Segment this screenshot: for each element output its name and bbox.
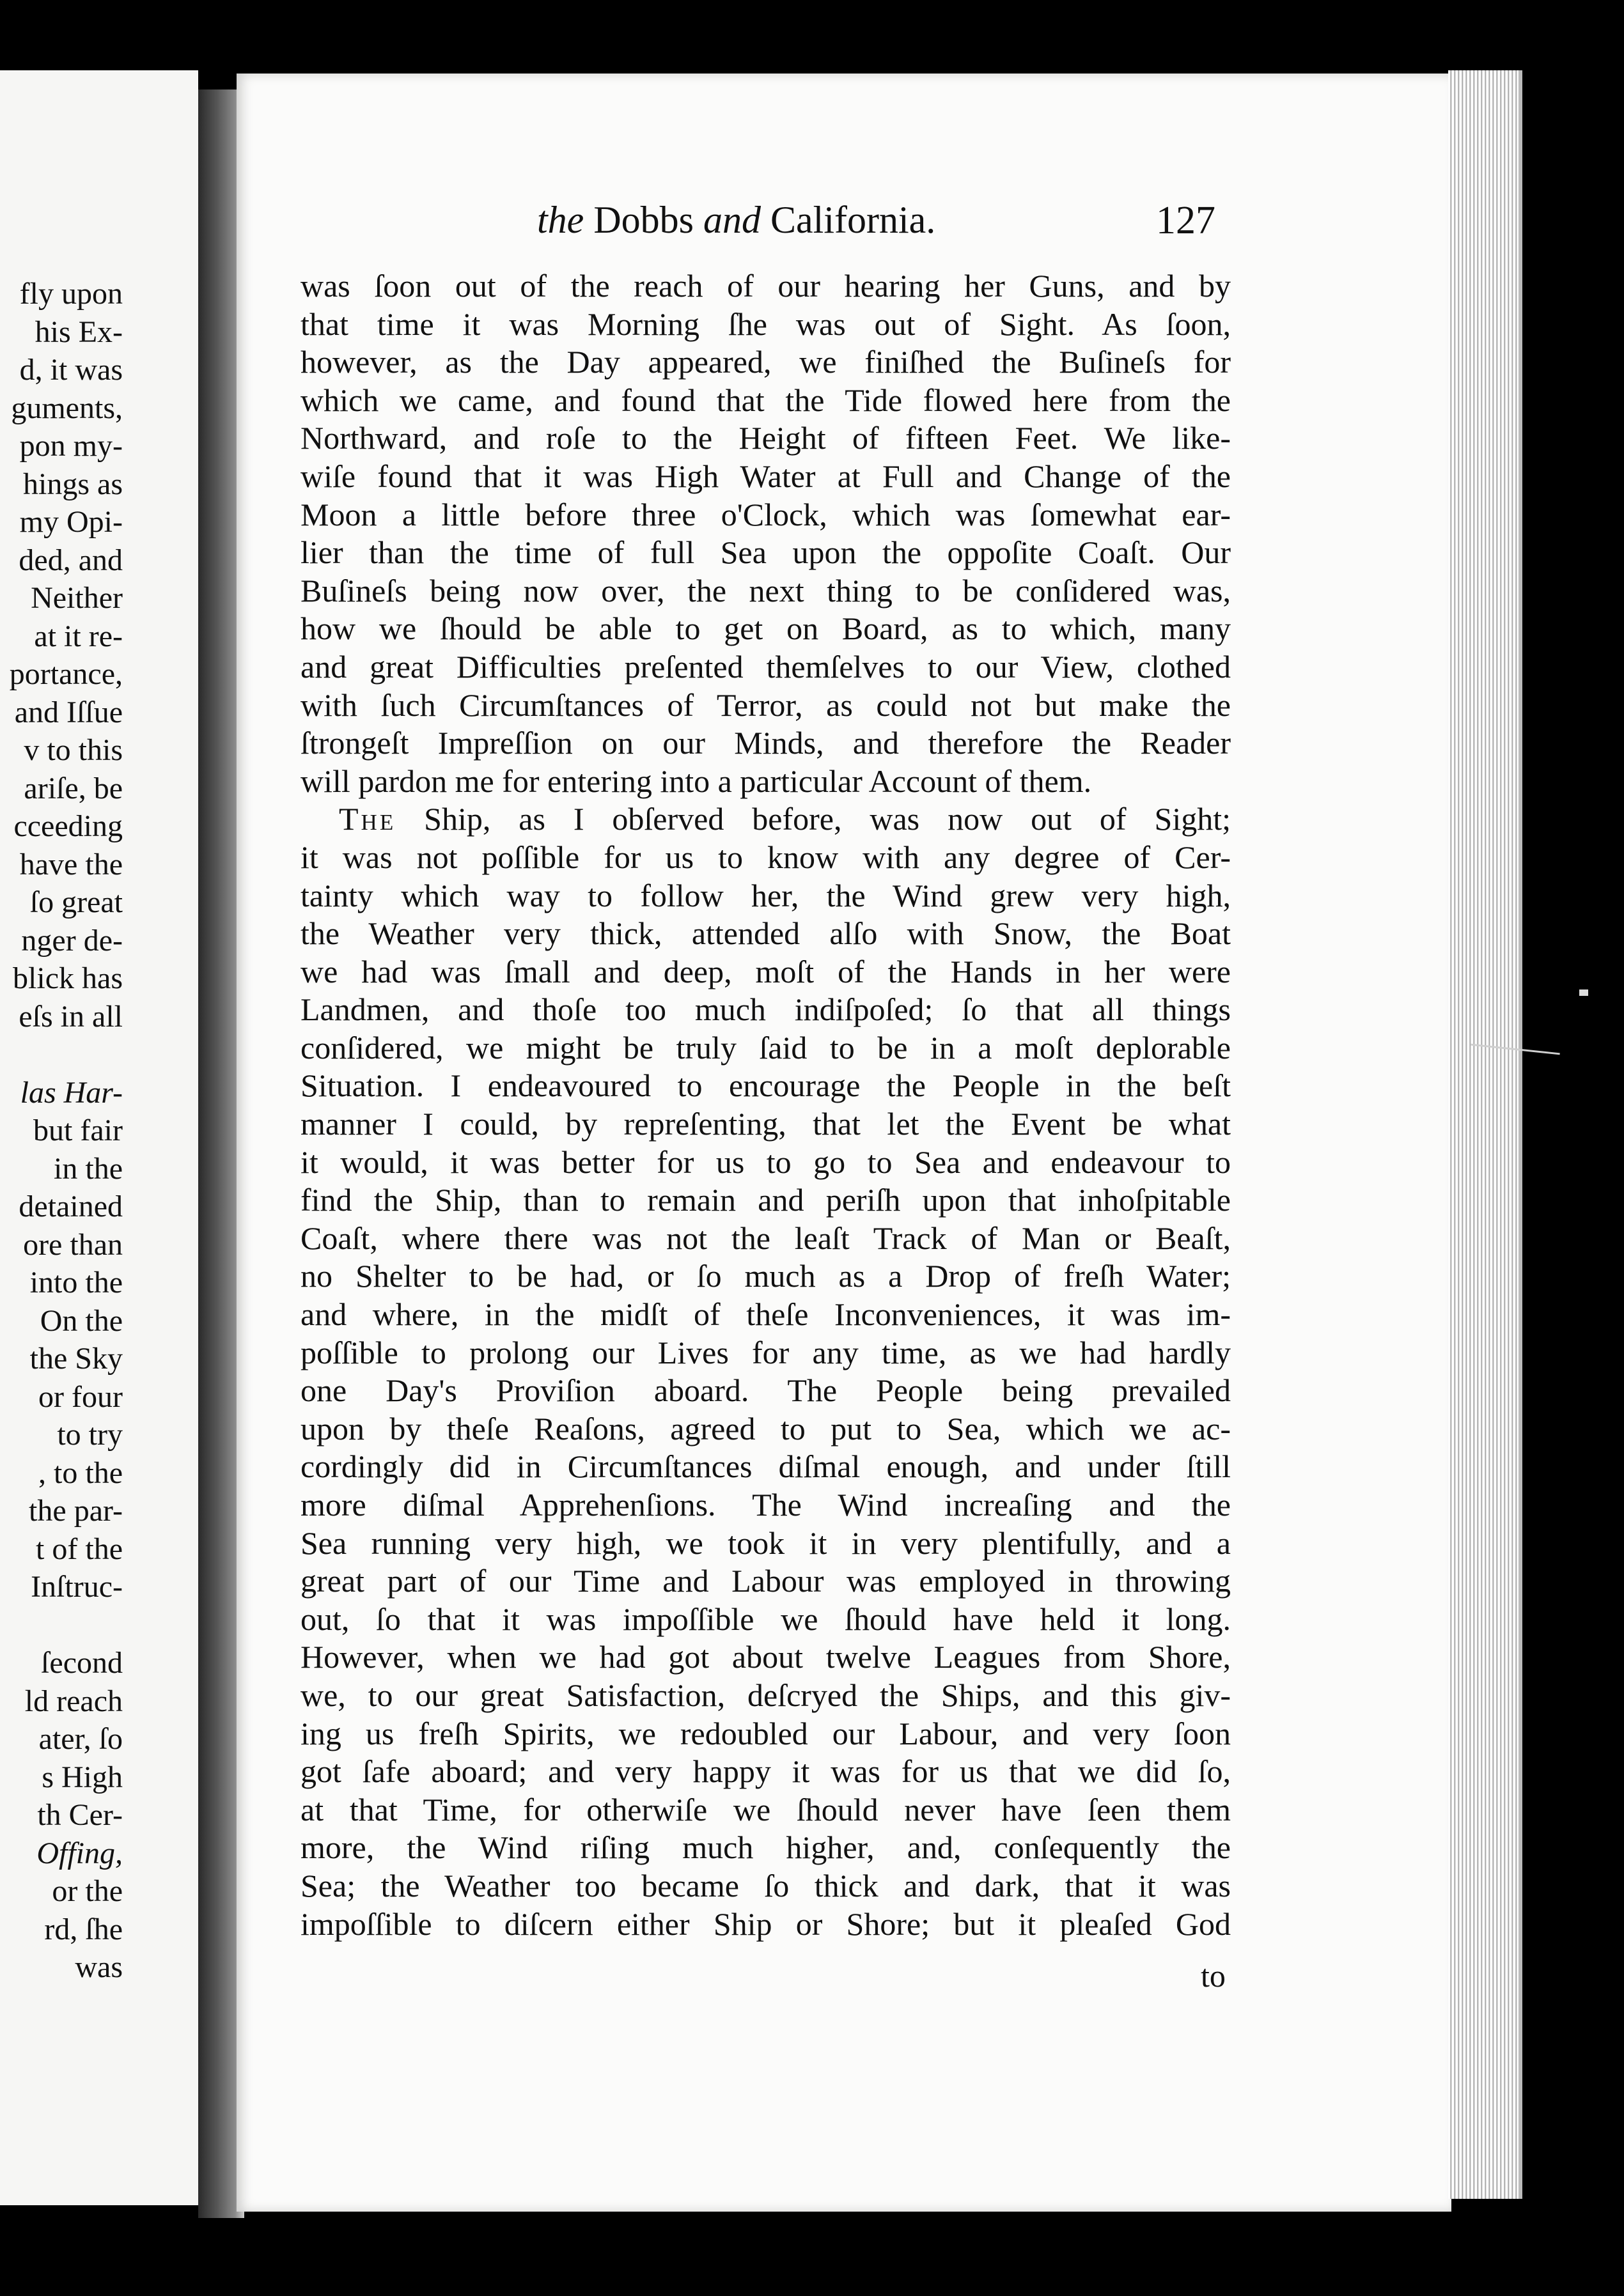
left-line: his Ex- — [35, 314, 123, 349]
left-line: cceeding — [13, 809, 123, 843]
left-line: t of the — [36, 1532, 123, 1566]
text-line: great part of our Time and Labour was employed in throwing — [301, 1563, 1231, 1599]
text-line: with ſuch Circumſtances of Terror, as could not but make the — [301, 686, 1231, 723]
left-line: was — [75, 1950, 123, 1984]
previous-page-text — [10, 275, 123, 1987]
left-line: ſecond — [41, 1646, 123, 1680]
left-line: detained — [19, 1190, 123, 1223]
text-line: manner I could, by repreſenting, that let the Event be what — [301, 1106, 1231, 1142]
left-line: ded, and — [19, 543, 123, 577]
text-line: Landmen, and thoſe too much indiſpoſed; ſo that all things — [301, 991, 1231, 1028]
left-line: rd, ſhe — [44, 1912, 123, 1946]
text-line: that time it was Morning ſhe was out of Sight. As ſoon, — [301, 306, 1231, 342]
left-line: at it re- — [34, 619, 123, 653]
text-line: conſidered, we might be truly ſaid to be in a moſt deplorable — [301, 1029, 1231, 1066]
text-line: ing us freſh Spirits, we redoubled our Labour, and very ſoon — [301, 1715, 1231, 1751]
text-line: Situation. I endeavoured to encourage the People in the beſt — [301, 1067, 1231, 1104]
left-line: Inſtruc- — [31, 1570, 123, 1604]
left-line: On the — [40, 1303, 123, 1338]
running-head: the Dobbs and California. — [537, 199, 936, 241]
left-line: blick has — [13, 961, 123, 995]
text-line: how we ſhould be able to get on Board, as to which, many — [301, 610, 1231, 647]
text-line: However, when we had got about twelve Leagues from Shore, — [301, 1639, 1231, 1675]
body-text — [301, 267, 1231, 1943]
text-line: wiſe found that it was High Water at Full and Change of the — [301, 458, 1231, 494]
text-line: got ſafe aboard; and very happy it was for us that we did ſo, — [301, 1753, 1231, 1790]
text-line: more, the Wind riſing much higher, and, conſequently the — [301, 1829, 1231, 1866]
text-line: Coaſt, where there was not the leaſt Track of Man or Beaſt, — [301, 1220, 1231, 1256]
text-line: we, to our great Satisfaction, deſcryed the Ships, and this giv- — [301, 1677, 1231, 1713]
text-line: find the Ship, than to remain and periſh upon that inhoſpitable — [301, 1182, 1231, 1218]
left-line: nger de- — [21, 923, 123, 958]
left-line: v to this — [24, 733, 123, 767]
text-line: however, as the Day appeared, we finiſhed the Buſineſs for — [301, 344, 1231, 380]
text-line: poſſible to prolong our Lives for any time, as we had hardly — [301, 1334, 1231, 1370]
left-line: pon my- — [19, 429, 123, 463]
page-number: 127 — [1156, 199, 1215, 242]
left-line: ld reach — [24, 1684, 123, 1718]
text-line: upon by theſe Reaſons, agreed to put to Sea, which we ac- — [301, 1410, 1231, 1447]
text-line: it would, it was better for us to go to Sea and endeavour to — [301, 1144, 1231, 1180]
text-line: at that Time, for otherwiſe we ſhould never have ſeen them — [301, 1791, 1231, 1827]
left-line-gap — [10, 1606, 123, 1645]
left-line: Neither — [31, 581, 123, 615]
left-line-gap — [10, 1036, 123, 1074]
text-line: Sea; the Weather too became ſo thick and dark, that it was — [301, 1867, 1231, 1904]
text-line: Northward, and roſe to the Height of fifteen Feet. We like- — [301, 420, 1231, 456]
text-line: it was not poſſible for us to know with any degree of Cer- — [301, 839, 1231, 875]
left-line: guments, — [11, 391, 123, 425]
text-line: no Shelter to be had, or ſo much as a Drop of freſh Water; — [301, 1258, 1231, 1294]
catchword: to — [1201, 1958, 1226, 1994]
text-line: the Weather very thick, attended alſo with Snow, the Boat — [301, 915, 1231, 952]
left-line: or the — [52, 1874, 123, 1908]
text-line: impoſſible to diſcern either Ship or Shore; but it pleaſed God — [301, 1905, 1231, 1942]
left-line: s High — [42, 1760, 123, 1794]
small-caps-word: The — [339, 801, 396, 837]
text-line: Buſineſs being now over, the next thing to be conſidered was, — [301, 572, 1231, 609]
left-line: have the — [19, 847, 123, 881]
left-line: the par- — [29, 1494, 123, 1528]
text-line: Moon a little before three o'Clock, which was ſomewhat ear- — [301, 496, 1231, 532]
left-line: ariſe, be — [24, 771, 123, 805]
scan-artifact — [1579, 989, 1588, 996]
left-line: Offing, — [36, 1836, 123, 1870]
left-line: ſo great — [29, 885, 123, 919]
text-line: was ſoon out of the reach of our hearing her Guns, and by — [301, 268, 1231, 304]
text-line: lier than the time of full Sea upon the oppoſite Coaſt. Our — [301, 534, 1231, 571]
text-line: and great Difficulties preſented themſelves to our View, clothed — [301, 648, 1231, 685]
left-line: las Har- — [20, 1075, 123, 1110]
text-line: ſtrongeſt Impreſſion on our Minds, and therefore the Reader — [301, 725, 1231, 761]
text-line: which we came, and found that the Tide flowed here from the — [301, 382, 1231, 418]
text-line: Sea running very high, we took it in very plentifully, and a — [301, 1524, 1231, 1561]
left-line: ore than — [23, 1227, 123, 1262]
left-line: d, it was — [19, 353, 123, 387]
left-line: or four — [38, 1379, 123, 1414]
previous-page-fragment — [0, 70, 198, 2205]
left-line: th Cer- — [37, 1798, 123, 1832]
left-line: but fair — [33, 1113, 123, 1147]
page-edges — [1448, 70, 1522, 2199]
text-line: we had was ſmall and deep, moſt of the Hands in her were — [301, 953, 1231, 989]
left-line: to try — [57, 1418, 123, 1452]
left-line: the Sky — [29, 1342, 123, 1376]
left-line: , to the — [38, 1455, 123, 1490]
paragraph-first-line: The Ship, as I obſerved before, was now out of Sight; — [339, 801, 1231, 837]
text-line: out, ſo that it was impoſſible we ſhould have held it long. — [301, 1601, 1231, 1637]
text-line: and where, in the midſt of theſe Inconveniences, it was im- — [301, 1296, 1231, 1333]
left-line: my Opi- — [19, 505, 123, 539]
text-line: tainty which way to follow her, the Wind grew very high, — [301, 877, 1231, 913]
left-line: eſs in all — [19, 999, 123, 1034]
left-line: fly upon — [19, 277, 123, 311]
text-line: more diſmal Apprehenſions. The Wind increaſing and the — [301, 1487, 1231, 1523]
text-line: cordingly did in Circumſtances diſmal enough, and under ſtill — [301, 1448, 1231, 1485]
left-line: into the — [29, 1266, 123, 1299]
text-line: one Day's Proviſion aboard. The People being prevailed — [301, 1372, 1231, 1409]
text-line: will pardon me for entering into a particular Account of them. — [301, 763, 1092, 799]
left-line: ater, ſo — [38, 1722, 123, 1756]
left-line: portance, — [9, 657, 123, 691]
left-line: in the — [54, 1151, 123, 1186]
left-line: and Iſſue — [14, 695, 123, 729]
left-line: hings as — [23, 467, 123, 501]
